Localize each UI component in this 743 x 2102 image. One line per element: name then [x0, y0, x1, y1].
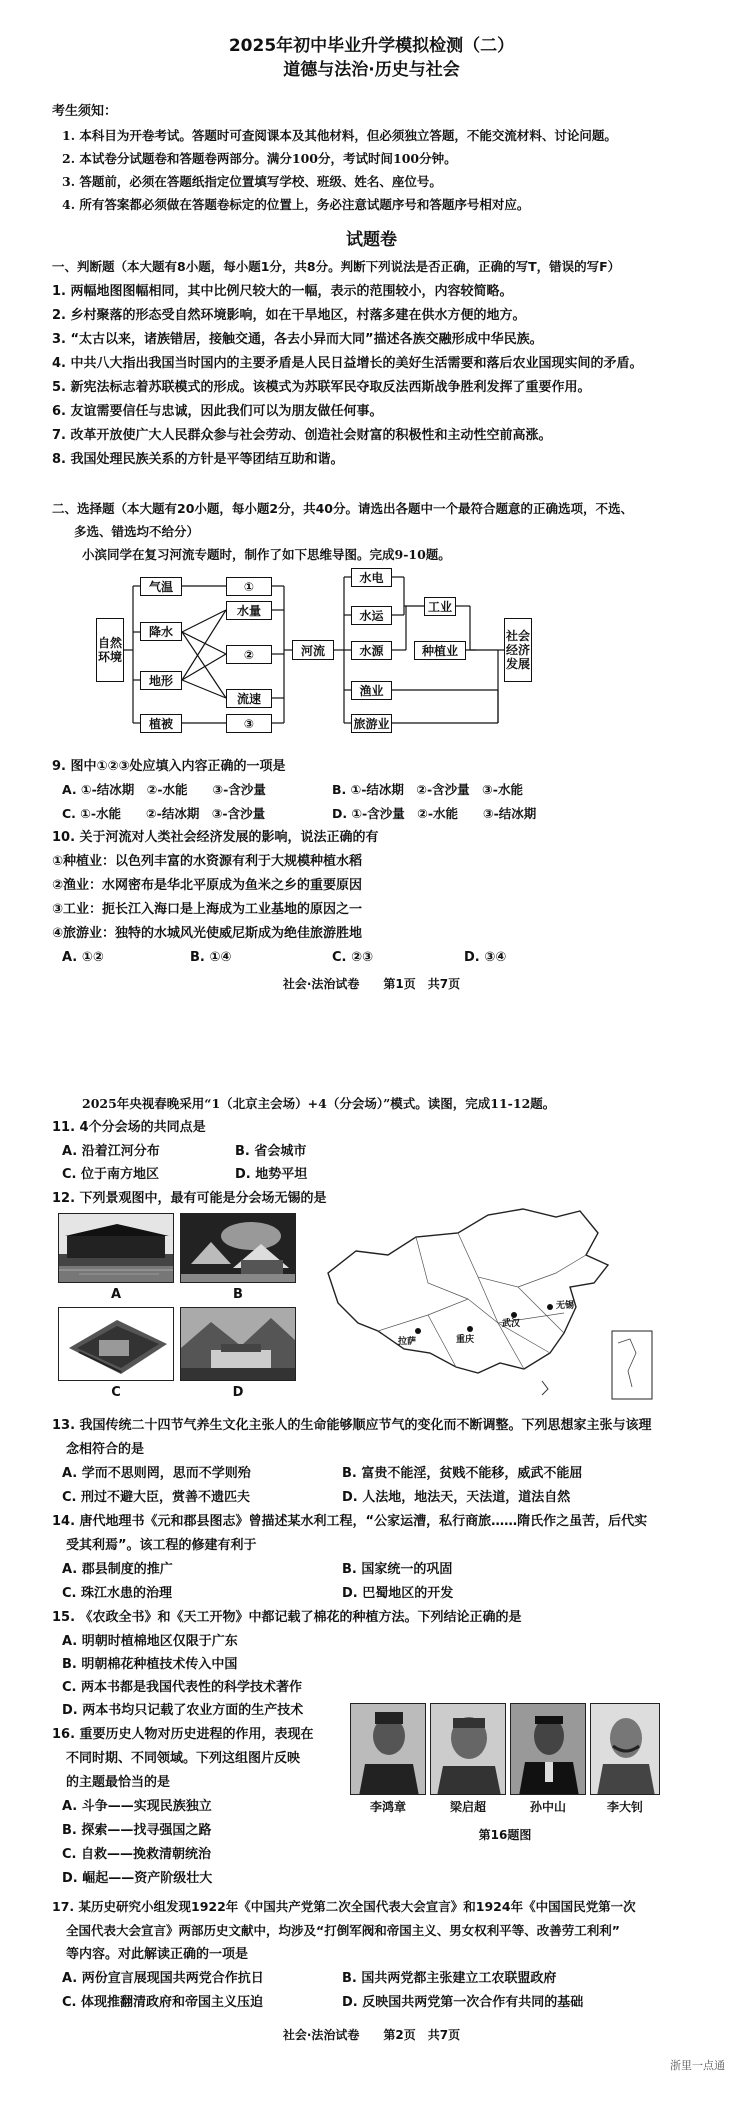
photo-label-b: B — [233, 1287, 243, 1302]
q10-statement: ③工业：扼长江入海口是上海成为工业基地的原因之一 — [52, 902, 363, 917]
section1-header: 一、判断题（本大题有8小题，每小题1分，共8分。判断下列说法是否正确，正确的写T，错误的写F） — [52, 259, 621, 274]
judge-item: 1. 两幅地图图幅相同，其中比例尺较大的一幅，表示的范围较小，内容较简略。 — [52, 284, 513, 299]
q13-stem: 13. 我国传统二十四节气养生文化主张人的生命能够顺应节气的变化而不断调整。下列思想家主张与该理 — [52, 1418, 652, 1433]
paper-title: 试题卷 — [346, 230, 397, 250]
exam-page-1 — [0, 0, 743, 1010]
q16-option-c: C. 自救——挽救清朝统治 — [62, 1847, 212, 1862]
q17-option-c: C. 体现推翻清政府和帝国主义压迫 — [62, 1995, 264, 2010]
q10-statement: ②渔业：水网密布是华北平原成为鱼米之乡的重要原因 — [52, 878, 363, 893]
q11-option-d: D. 地势平坦 — [235, 1167, 308, 1182]
exam-title: 2025年初中毕业升学模拟检测（二） — [228, 36, 515, 56]
q16-stem-cont: 不同时期、不同领域。下列这组图片反映 — [66, 1751, 301, 1766]
box-planting: 种植业 — [414, 641, 466, 660]
q9-option-d: D. ①-含沙量 ②-水能 ③-结冰期 — [332, 806, 537, 821]
q10-option-a: A. ①② — [62, 950, 104, 965]
q17-stem-cont: 全国代表大会宣言》两部历史文献中，均涉及“打倒军阀和帝国主义、男女权利平等、改善劳工利利” — [66, 1923, 620, 1938]
landscape-photo-b — [180, 1213, 296, 1283]
q13-option-d: D. 人法地，地法天，天法道，道法自然 — [342, 1490, 571, 1505]
q10-stem: 10. 关于河流对人类社会经济发展的影响，说法正确的有 — [52, 830, 379, 845]
box-river: 河流 — [292, 640, 334, 660]
q16-option-b: B. 探索——找寻强国之路 — [62, 1823, 212, 1838]
portrait-li-hongzhang — [350, 1703, 426, 1795]
china-map — [318, 1203, 662, 1409]
q10-option-b: B. ①④ — [190, 950, 232, 965]
q10-statement: ①种植业：以色列丰富的水资源有利于大规模种植水稻 — [52, 854, 363, 869]
q13-stem-cont: 念相符合的是 — [66, 1442, 145, 1457]
q16-stem: 16. 重要历史人物对历史进程的作用，表现在 — [52, 1727, 314, 1742]
box-hydropower: 水电 — [351, 568, 392, 587]
box-tourism: 旅游业 — [351, 714, 392, 733]
box-vegetation: 植被 — [140, 714, 182, 733]
box-blank-3: ③ — [226, 714, 272, 733]
box-water-source: 水源 — [351, 641, 392, 660]
judge-item: 7. 改革开放使广大人民群众参与社会劳动、创造社会财富的积极性和主动性空前高涨。 — [52, 428, 552, 443]
q11-option-c: C. 位于南方地区 — [62, 1167, 160, 1182]
notice-title: 考生须知： — [52, 104, 118, 119]
box-terrain: 地形 — [140, 671, 182, 690]
portrait-name: 李鸿章 — [369, 1800, 406, 1814]
box-temperature: 气温 — [140, 577, 182, 596]
q10-statement: ④旅游业：独特的水城风光使威尼斯成为绝佳旅游胜地 — [52, 926, 363, 941]
page-footer-2: 社会·法治试卷 第2页 共7页 — [282, 2028, 461, 2042]
judge-item: 5. 新宪法标志着苏联模式的形成。该模式为苏联军民夺取反法西斯战争胜利发挥了重要作用。 — [52, 380, 591, 395]
q14-option-b: B. 国家统一的巩固 — [342, 1562, 453, 1577]
q9-option-b: B. ①-结冰期 ②-含沙量 ③-水能 — [332, 782, 523, 797]
q13-option-b: B. 富贵不能淫，贫贱不能移，威武不能屈 — [342, 1466, 583, 1481]
diagram-intro: 小滨同学在复习河流专题时，制作了如下思维导图。完成9-10题。 — [82, 547, 451, 562]
q16-stem-cont: 的主题最恰当的是 — [66, 1775, 171, 1790]
q11-option-a: A. 沿着江河分布 — [62, 1144, 160, 1159]
box-water-volume: 水量 — [226, 601, 272, 620]
section2-header: 二、选择题（本大题有20小题，每小题2分，共40分。请选出各题中一个最符合题意的正确选项，不选、 — [52, 501, 633, 516]
q15-stem: 15. 《农政全书》和《天工开物》中都记载了棉花的种植方法。下列结论正确的是 — [52, 1610, 522, 1625]
exam-page-2 — [0, 1095, 743, 2085]
q9-option-c: C. ①-水能 ②-结冰期 ③-含沙量 — [62, 806, 266, 821]
photo-label-c: C — [111, 1385, 121, 1400]
box-industry: 工业 — [424, 597, 456, 616]
q10-option-c: C. ②③ — [332, 950, 374, 965]
notice-item: 1. 本科目为开卷考试。答题时可查阅课本及其他材料，但必须独立答题，不能交流材料、讨论问题。 — [62, 128, 617, 143]
page-footer-1: 社会·法治试卷 第1页 共7页 — [282, 977, 461, 991]
photo-label-a: A — [110, 1287, 122, 1302]
judge-item: 4. 中共八大指出我国当时国内的主要矛盾是人民日益增长的美好生活需要和落后农业国现实间的矛盾。 — [52, 356, 643, 371]
q15-option-a: A. 明朝时植棉地区仅限于广东 — [62, 1634, 238, 1649]
q11-option-b: B. 省会城市 — [235, 1144, 307, 1159]
portrait-sun-yatsen — [510, 1703, 586, 1795]
q11-stem: 11. 4个分会场的共同点是 — [52, 1120, 206, 1135]
watermark: 浙里一点通 — [670, 2059, 725, 2072]
portrait-name: 孙中山 — [529, 1800, 566, 1814]
q15-option-b: B. 明朝棉花种植技术传入中国 — [62, 1657, 238, 1672]
q13-option-a: A. 学而不思则罔，思而不学则殆 — [62, 1466, 251, 1481]
portrait-name: 李大钊 — [606, 1800, 643, 1814]
q14-option-c: C. 珠江水患的治理 — [62, 1586, 173, 1601]
box-blank-2: ② — [226, 645, 272, 664]
q9-stem: 9. 图中①②③处应填入内容正确的一项是 — [52, 759, 286, 774]
judge-item: 3. “太古以来，诸族错居，接触交通，各去小异而大同”描述各族交融形成中华民族。 — [52, 332, 543, 347]
landscape-photo-c — [58, 1307, 174, 1381]
q13-option-c: C. 刑过不避大臣，赏善不遗匹夫 — [62, 1490, 251, 1505]
q16-option-a: A. 斗争——实现民族独立 — [62, 1799, 212, 1814]
landscape-photo-d — [180, 1307, 296, 1381]
q9-option-a: A. ①-结冰期 ②-水能 ③-含沙量 — [62, 782, 266, 797]
q15-option-d: D. 两本书均只记载了农业方面的生产技术 — [62, 1703, 304, 1718]
portrait-liang-qichao — [430, 1703, 506, 1795]
q17-stem-cont: 等内容。对此解读正确的一项是 — [66, 1947, 249, 1962]
q14-option-d: D. 巴蜀地区的开发 — [342, 1586, 454, 1601]
judge-item: 2. 乡村聚落的形态受自然环境影响，如在干旱地区，村落多建在供水方便的地方。 — [52, 308, 526, 323]
map-label-lasa: 拉萨 — [398, 1337, 417, 1347]
photo-label-d: D — [232, 1385, 244, 1400]
figure-16-caption: 第16题图 — [478, 1828, 532, 1842]
notice-item: 4. 所有答案都必须做在答题卷标定的位置上，务必注意试题序号和答题序号相对应。 — [62, 197, 530, 212]
q17-option-b: B. 国共两党都主张建立工农联盟政府 — [342, 1971, 557, 1986]
notice-item: 3. 答题前，必须在答题纸指定位置填写学校、班级、姓名、座位号。 — [62, 174, 442, 189]
q17-option-a: A. 两份宣言展现国共两党合作抗日 — [62, 1971, 264, 1986]
box-fishery: 渔业 — [351, 681, 392, 700]
notice-item: 2. 本试卷分试题卷和答题卷两部分。满分100分，考试时间100分钟。 — [62, 151, 457, 166]
q17-stem: 17. 某历史研究小组发现1922年《中国共产党第二次全国代表大会宣言》和1924年《中国国民党第一次 — [52, 1899, 636, 1914]
judge-item: 8. 我国处理民族关系的方针是平等团结互助和谐。 — [52, 452, 344, 467]
q10-option-d: D. ③④ — [464, 950, 507, 965]
q14-stem-cont: 受其利焉”。该工程的修建有利于 — [66, 1538, 257, 1553]
portrait-li-dazhao — [590, 1703, 660, 1795]
q17-option-d: D. 反映国共两党第一次合作有共同的基础 — [342, 1995, 584, 2010]
box-shipping: 水运 — [351, 606, 392, 625]
q11-12-intro: 2025年央视春晚采用“1（北京主会场）+4（分会场）”模式。读图，完成11-12题。 — [82, 1096, 556, 1111]
box-blank-1: ① — [226, 577, 272, 596]
judge-item: 6. 友谊需要信任与忠诚，因此我们可以为朋友做任何事。 — [52, 404, 383, 419]
map-label-wuhan: 武汉 — [502, 1319, 521, 1329]
q16-option-d: D. 崛起——资产阶级壮大 — [62, 1871, 213, 1886]
exam-subtitle: 道德与法治·历史与社会 — [283, 60, 460, 80]
box-precipitation: 降水 — [140, 622, 182, 641]
q12-stem: 12. 下列景观图中，最有可能是分会场无锡的是 — [52, 1191, 327, 1206]
q14-stem: 14. 唐代地理书《元和郡县图志》曾描述某水利工程，“公家运漕，私行商旅……隋氏作之虽苦，后代实 — [52, 1514, 648, 1529]
box-flow-speed: 流速 — [226, 689, 272, 708]
q15-option-c: C. 两本书都是我国代表性的科学技术著作 — [62, 1680, 303, 1695]
landscape-photo-a — [58, 1213, 174, 1283]
q14-option-a: A. 郡县制度的推广 — [62, 1562, 173, 1577]
map-label-chongqing: 重庆 — [456, 1335, 475, 1345]
box-social-economy: 社会经济发展 — [504, 618, 532, 682]
portrait-name: 梁启超 — [449, 1800, 486, 1814]
map-label-wuxi: 无锡 — [556, 1301, 575, 1311]
box-natural-env: 自然环境 — [96, 618, 124, 682]
section2-header-cont: 多选、错选均不给分） — [74, 524, 200, 539]
